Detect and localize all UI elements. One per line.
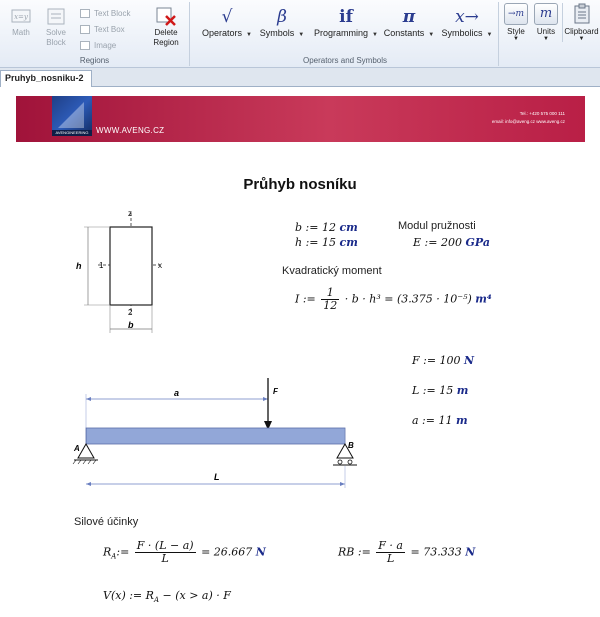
operators-dropdown-icon[interactable]: ▼ <box>246 32 252 38</box>
support-a-icon <box>78 444 94 458</box>
page-title: Průhyb nosníku <box>243 176 357 193</box>
ra-fraction <box>135 540 196 565</box>
h-def-text: h := 15 <box>295 236 336 249</box>
v-expr: V(x) := R <box>103 589 154 602</box>
image-label: Image <box>94 41 117 50</box>
text-block-label: Text Block <box>94 9 131 18</box>
v-sub: A <box>153 596 159 605</box>
b-definition[interactable] <box>295 221 358 234</box>
f-unit: N <box>464 354 475 367</box>
pi-icon: π <box>402 7 416 27</box>
sqrt-icon: √ <box>221 7 233 27</box>
operators-button[interactable] <box>198 6 256 38</box>
axis-2-label: 2 <box>128 308 133 317</box>
clipboard-label: Clipboard <box>564 27 599 36</box>
rb-den: L <box>386 552 395 565</box>
i-den: 12 <box>323 299 338 312</box>
constants-label: Constants <box>383 28 425 38</box>
e-unit: GPa <box>465 236 490 249</box>
style-dropdown-icon[interactable]: ▼ <box>513 36 519 42</box>
i-lhs: I := <box>295 292 316 306</box>
regions-group-label: Regions <box>79 56 110 65</box>
clipboard-button[interactable] <box>562 3 600 42</box>
text-block-icon <box>80 9 90 18</box>
operators-symbols-group <box>192 2 499 66</box>
math-button[interactable] <box>6 6 36 38</box>
clipboard-icon <box>571 3 593 25</box>
axis-1-label: 1 <box>99 261 104 270</box>
text-box-icon <box>80 25 90 34</box>
delete-region-icon <box>155 6 177 26</box>
l-def-text: L := 15 <box>412 384 454 397</box>
style-label: Style <box>507 27 525 36</box>
ra-definition[interactable] <box>103 540 266 565</box>
force-label: F <box>273 387 278 396</box>
contact-phone: Tel.: +420 575 000 111 <box>519 111 565 116</box>
math-label: Math <box>12 28 30 37</box>
solve-block-icon <box>45 6 67 26</box>
units-label: Units <box>536 27 556 36</box>
document-tabstrip <box>0 68 600 87</box>
z-label: z <box>128 209 132 218</box>
style-button[interactable] <box>501 3 531 42</box>
ribbon <box>0 0 600 68</box>
symbolics-label: Symbolics <box>441 28 483 38</box>
units-dropdown-icon[interactable]: ▼ <box>543 36 549 42</box>
tab-label: Pruhyb_nosniku-2 <box>5 73 84 83</box>
style-icon: →m <box>504 3 528 25</box>
constants-dropdown-icon[interactable]: ▼ <box>428 32 435 38</box>
rb-fraction <box>376 540 405 565</box>
ra-assign: := <box>116 545 130 559</box>
rb-lhs: RB := <box>338 545 371 559</box>
banner-url: WWW.AVENG.CZ <box>96 126 165 135</box>
constants-button[interactable] <box>380 6 438 38</box>
h-unit: cm <box>339 236 358 249</box>
ra-den: L <box>161 552 169 565</box>
rb-definition[interactable] <box>338 540 475 565</box>
solve-block-label: Solve Block <box>45 28 66 47</box>
inertia-definition[interactable] <box>295 287 492 312</box>
beam-body <box>86 428 345 444</box>
support-b-label: B <box>348 441 354 450</box>
text-block-button[interactable] <box>80 8 130 20</box>
b-label: b <box>128 320 134 330</box>
h-label: h <box>76 261 82 271</box>
ra-value: = 26.667 <box>201 545 253 559</box>
programming-dropdown-icon[interactable]: ▼ <box>372 32 378 38</box>
e-definition[interactable] <box>413 236 490 249</box>
modul-label: Modul pružnosti <box>398 220 476 232</box>
l-label: L <box>214 472 220 482</box>
section-rectangle <box>110 227 152 305</box>
programming-icon: if <box>339 7 353 27</box>
symbolics-dropdown-icon[interactable]: ▼ <box>486 32 493 38</box>
programming-label: Programming <box>314 28 369 38</box>
rb-unit: N <box>465 545 476 559</box>
symbolics-button[interactable] <box>438 6 496 38</box>
tab-pruhyb-nosniku[interactable] <box>0 70 92 87</box>
image-button[interactable] <box>80 40 116 52</box>
units-button[interactable] <box>531 3 561 42</box>
text-box-label: Text Box <box>94 25 125 34</box>
header-banner <box>16 96 585 142</box>
units-icon: m <box>534 3 558 25</box>
l-unit: m <box>456 384 469 397</box>
svg-text:x=y: x=y <box>14 13 28 21</box>
cross-section-figure <box>70 205 180 335</box>
i-rhs: · b · h³ = (3.375 · 10⁻⁵) <box>344 292 472 306</box>
i-fraction <box>321 287 339 312</box>
logo-text: AVENGINEERING <box>52 130 92 136</box>
regions-group <box>0 2 190 66</box>
symbols-label: Symbols <box>259 28 295 38</box>
ra-lhs: R <box>103 545 112 559</box>
image-icon <box>80 41 90 50</box>
delete-region-label: Delete Region <box>153 28 179 47</box>
symbols-button[interactable] <box>256 6 308 38</box>
a-unit: m <box>455 414 468 427</box>
text-box-button[interactable] <box>80 24 125 36</box>
beta-icon: β <box>277 7 287 27</box>
beam-figure <box>68 376 368 492</box>
operators-label: Operators <box>202 28 243 38</box>
a-label: a <box>174 388 180 398</box>
e-def-text: E := 200 <box>413 236 462 249</box>
support-a-label: A <box>74 444 80 453</box>
solve-block-button[interactable] <box>40 6 72 48</box>
v-rest: − (x > a) · F <box>159 589 231 602</box>
silove-label: Silové účinky <box>74 516 139 528</box>
rb-value: = 73.333 <box>410 545 462 559</box>
f-def-text: F := 100 <box>412 354 461 367</box>
programming-button[interactable] <box>310 6 382 38</box>
f-definition[interactable] <box>412 354 474 367</box>
contact-info <box>492 110 565 126</box>
a-def-text: a := 11 <box>412 414 453 427</box>
symbols-dropdown-icon[interactable]: ▼ <box>298 32 305 38</box>
symbolics-icon: x→ <box>455 7 479 27</box>
operators-symbols-group-label: Operators and Symbols <box>302 56 388 65</box>
contact-email: email: info@aveng.cz www.aveng.cz <box>491 119 565 124</box>
b-unit: cm <box>339 221 358 234</box>
ra-sub: A <box>111 552 117 561</box>
b-def-text: b := 12 <box>295 221 336 234</box>
i-unit: m⁴ <box>475 292 492 306</box>
l-definition[interactable] <box>412 384 468 397</box>
a-definition[interactable] <box>412 414 468 427</box>
clipboard-dropdown-icon[interactable]: ▼ <box>578 36 585 42</box>
h-definition[interactable] <box>295 236 358 249</box>
delete-region-button[interactable] <box>146 6 186 48</box>
kvadraticky-label: Kvadratický moment <box>282 265 382 277</box>
ra-num: F · (L − a) <box>136 539 194 552</box>
math-region-icon <box>10 6 32 26</box>
x-label: x <box>158 261 162 270</box>
v-definition[interactable] <box>103 589 231 604</box>
i-num: 1 <box>321 287 339 300</box>
ra-unit: N <box>255 545 266 559</box>
rb-num: F · a <box>378 539 403 552</box>
